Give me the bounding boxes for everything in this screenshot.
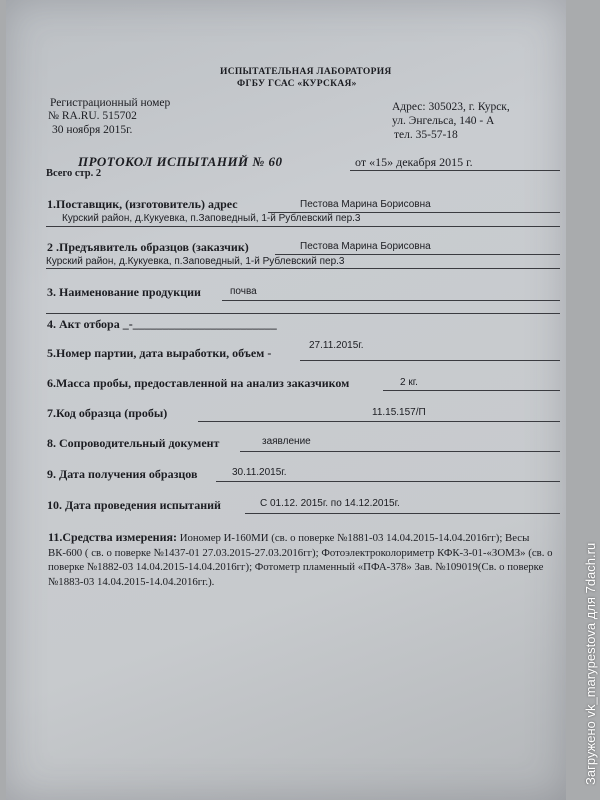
registration-number: № RA.RU. 515702	[48, 110, 137, 122]
batch-value: 27.11.2015г.	[309, 340, 364, 351]
testing-line	[245, 513, 560, 514]
mass-label: 6.Масса пробы, предоставленной на анализ заказчиком	[47, 376, 350, 390]
code-label: 7.Код образца (пробы)	[47, 406, 168, 420]
mass-line	[383, 390, 560, 391]
presenter-label: 2 .Предъявитель образцов (заказчик)	[47, 240, 249, 254]
presenter-address: Курский район, д.Кукуевка, п.Заповедный, 1-й Рублевский пер.3	[46, 256, 345, 267]
act-label: 4. Акт отбора _-________________________	[47, 317, 277, 331]
received-value: 30.11.2015г.	[232, 467, 287, 478]
document-label: 8. Сопроводительный документ	[47, 436, 220, 450]
testing-label: 10. Дата проведения испытаний	[47, 498, 221, 512]
document-line	[240, 451, 560, 452]
testing-value: С 01.12. 2015г. по 14.12.2015г.	[260, 498, 400, 509]
protocol-date: от «15» декабря 2015 г.	[355, 155, 473, 169]
supplier-address-line	[46, 226, 560, 227]
registration-date: 30 ноября 2015г.	[52, 124, 133, 136]
code-value: 11.15.157/П	[372, 407, 426, 418]
address-line1: Адрес: 305023, г. Курск,	[392, 101, 510, 113]
instruments-paragraph	[48, 530, 558, 589]
lab-title: ИСПЫТАТЕЛЬНАЯ ЛАБОРАТОРИЯ	[220, 67, 392, 77]
presenter-name: Пестова Марина Борисовна	[300, 241, 431, 252]
batch-line	[300, 360, 560, 361]
received-label: 9. Дата получения образцов	[47, 467, 198, 481]
mass-value: 2 кг.	[400, 377, 418, 388]
supplier-name: Пестова Марина Борисовна	[300, 199, 431, 210]
code-line	[198, 421, 560, 422]
protocol-title: ПРОТОКОЛ ИСПЫТАНИЙ № 60	[78, 154, 283, 169]
watermark: Загружено vk_marypestova для 7dach.ru	[583, 542, 598, 785]
address-phone: тел. 35-57-18	[394, 129, 458, 141]
presenter-address-line	[46, 268, 560, 269]
received-line	[216, 481, 560, 482]
presenter-line	[275, 254, 560, 255]
address-line2: ул. Энгельса, 140 - А	[392, 115, 495, 127]
product-value: почва	[230, 286, 257, 297]
product-line-2	[46, 313, 560, 314]
instruments-text: Иономер И-160МИ (св. о поверке №1881-03 14.04.2015-14.04.2016гг); Весы ВК-600 ( св. о поверке №1437-01 27.03.2015-27.03.2016гг); Фотоэлектроколориметр КФК-3-01-«ЗОМЗ» (св. о поверке №1882-03 14.04.2015-14.04.2016гг); Фотометр пламенный «ПФА-378» Зав. №109019(Св. о поверке №1883-03 14.04.2015-14.04.2016гг.).	[48, 532, 553, 588]
product-label: 3. Наименование продукции	[47, 285, 201, 299]
product-line	[222, 300, 560, 301]
registration-label: Регистрационный номер	[50, 97, 171, 109]
instruments-label: 11.Средства измерения:	[48, 530, 177, 544]
document-value: заявление	[262, 436, 311, 447]
supplier-address: Курский район, д.Кукуевка, п.Заповедный, 1-й Рублевский пер.3	[62, 213, 361, 224]
date-underline	[350, 170, 560, 171]
supplier-label: 1.Поставщик, (изготовитель) адрес	[47, 197, 238, 211]
page-count: Всего стр. 2	[46, 168, 102, 179]
batch-label: 5.Номер партии, дата выработки, объем -	[47, 346, 272, 360]
lab-name: ФГБУ ГСАС «КУРСКАЯ»	[237, 79, 357, 89]
